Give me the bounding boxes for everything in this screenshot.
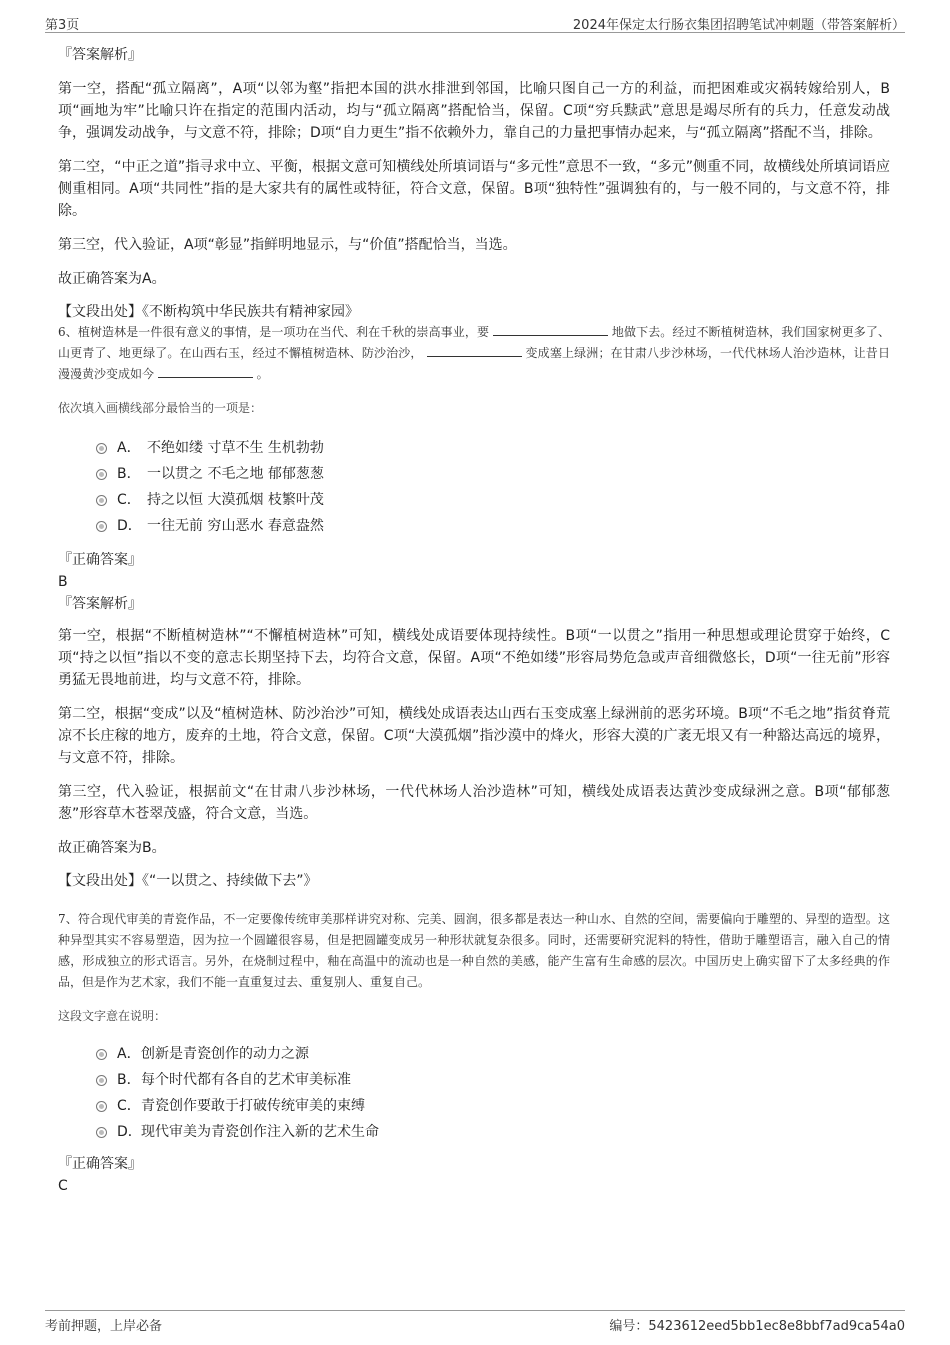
page-number: 第3页	[45, 18, 80, 33]
radio-button[interactable]	[96, 1101, 107, 1112]
option-key: A．	[117, 440, 141, 456]
analysis-paragraph: 第一空，根据“不断植树造林”“不懈植树造林”可知，横线处成语要体现持续性。B项“一以贯之”指用一种思想或理论贯穿于始终，C项“持之以恒”指以不变的意志长期坚持下去，均符合文意，保留。A项“不绝如缕”形容局势危急或声音细微悠长，D项“一往无前”形容勇猛无畏地前进，均与文意不符，排除。	[58, 628, 890, 688]
radio-button[interactable]	[96, 1075, 107, 1086]
radio-button[interactable]	[96, 469, 107, 480]
option-text: 现代审美为青瓷创作注入新的艺术生命	[141, 1124, 379, 1140]
footer-slogan: 考前押题，上岸必备	[45, 1319, 163, 1334]
radio-button[interactable]	[96, 1049, 107, 1060]
option-key: D．	[117, 1124, 142, 1140]
analysis-paragraph: 第二空，根据“变成”以及“植树造林、防沙治沙”可知，横线处成语表达山西右玉变成塞上绿洲前的恶劣环境。B项“不毛之地”指贫脊荒凉不长庄稼的地方，废弃的土地，符合文意，保留。C项“大漠孤烟”指沙漠中的烽火，形容大漠的广袤无垠又有一种豁达高远的境界，与文意不符，排除。	[58, 706, 890, 766]
analysis-paragraph: 第二空，“中正之道”指寻求中立、平衡，根据文意可知横线处所填词语与“多元性”意思不一致，“多元”侧重不同，故横线处所填词语应侧重相同。A项“共同性”指的是大家共有的属性或特征，符合文意，保留。B项“独特性”强调独有的，与一般不同的，与文意不符，排除。	[58, 159, 890, 219]
page-header	[45, 10, 905, 33]
question-stem: 6、植树造林是一件很有意义的事情，是一项功在当代、利在千秋的崇高事业，要 地做下去。经过不断植树造林，我们国家树更多了、山更青了、地更绿了。在山西右玉，经过不懈植树造林、防沙治沙， 变成塞上绿洲；在甘肃八步沙林场，一代代林场人治沙造林，让昔日漫漫黄沙变成如今 。	[58, 325, 890, 381]
radio-button[interactable]	[96, 1127, 107, 1138]
answer-tag: 『正确答案』	[58, 1156, 142, 1172]
radio-button[interactable]	[96, 521, 107, 532]
option-key: C．	[117, 492, 141, 508]
correct-answer: C	[58, 1178, 68, 1194]
option-list	[96, 1041, 890, 1145]
document-id: 编号：5423612eed5bb1ec8e8bbf7ad9ca54a0	[609, 1319, 905, 1334]
option-key: B．	[117, 466, 141, 482]
text-source: 【文段出处】《不断构筑中华民族共有精神家园》	[58, 304, 359, 320]
text-source: 【文段出处】《“一以贯之、持续做下去”》	[58, 873, 318, 889]
option-text: 一以贯之 不毛之地 郁郁葱葱	[147, 466, 324, 482]
question-prompt: 依次填入画横线部分最恰当的一项是：	[58, 401, 263, 415]
option-a[interactable]	[96, 435, 890, 461]
analysis-tag: 『答案解析』	[58, 596, 142, 612]
question-7	[58, 909, 890, 1195]
question-stem: 7、符合现代审美的青瓷作品，不一定要像传统审美那样讲究对称、完美、圆润，很多都是表达一种山水、自然的空间，需要偏向于雕塑的、异型的造型。这种异型其实不容易塑造，因为拉一个圆罐很容易，但是把圆罐变成另一种形状就复杂很多。同时，还需要研究泥料的特性，借助于雕塑语言，融入自己的情感，形成独立的形式语言。另外，在烧制过程中，釉在高温中的流动也是一种自然的美感，能产生富有生命感的层次。中国历史上确实留下了太多经典的作品，但是作为艺术家，我们不能一直重复过去、重复别人、重复自己。	[58, 912, 890, 989]
fill-blank	[158, 365, 253, 378]
option-text: 青瓷创作要敢于打破传统审美的束缚	[141, 1098, 365, 1114]
option-key: B．	[117, 1072, 141, 1088]
option-key: A．	[117, 1046, 141, 1062]
radio-button[interactable]	[96, 495, 107, 506]
option-key: C．	[117, 1098, 141, 1114]
option-text: 不绝如缕 寸草不生 生机勃勃	[147, 440, 324, 456]
radio-button[interactable]	[96, 443, 107, 454]
analysis-tag: 『答案解析』	[58, 47, 142, 63]
option-d[interactable]	[96, 513, 890, 539]
option-c[interactable]	[96, 1093, 890, 1119]
question-6	[58, 322, 890, 891]
correct-answer: B	[58, 574, 68, 590]
option-d[interactable]	[96, 1119, 890, 1145]
analysis-paragraph: 第三空，代入验证，根据前文“在甘肃八步沙林场，一代代林场人治沙造林”可知，横线处成语表达黄沙变成绿洲之意。B项“郁郁葱葱”形容草木苍翠茂盛，符合文意，当选。	[58, 784, 890, 822]
answer-conclusion: 故正确答案为A。	[58, 271, 166, 287]
question-prompt: 这段文字意在说明：	[58, 1009, 167, 1023]
option-key: D．	[117, 518, 142, 534]
option-a[interactable]	[96, 1041, 890, 1067]
fill-blank	[427, 344, 522, 357]
page-footer	[45, 1310, 905, 1337]
fill-blank	[493, 323, 608, 336]
option-text: 创新是青瓷创作的动力之源	[141, 1046, 309, 1062]
document-body	[58, 46, 890, 1195]
option-list	[96, 435, 890, 539]
document-title: 2024年保定太行肠衣集团招聘笔试冲刺题（带答案解析）	[572, 18, 905, 33]
analysis-paragraph: 第一空，搭配“孤立隔离”，A项“以邻为壑”指把本国的洪水排泄到邻国，比喻只图自己一方的利益，而把困难或灾祸转嫁给别人，B项“画地为牢”比喻只许在指定的范围内活动，均与“孤立隔离”搭配恰当，保留。C项“穷兵黩武”意思是竭尽所有的兵力，任意发动战争，强调发动战争，与文意不符，排除；D项“自力更生”指不依赖外力，靠自己的力量把事情办起来，与“孤立隔离”搭配不当，排除。	[58, 81, 890, 141]
option-text: 一往无前 穷山恶水 春意盎然	[147, 518, 324, 534]
question-5-analysis	[58, 46, 890, 322]
option-c[interactable]	[96, 487, 890, 513]
answer-conclusion: 故正确答案为B。	[58, 840, 166, 856]
option-text: 持之以恒 大漠孤烟 枝繁叶茂	[147, 492, 324, 508]
option-b[interactable]	[96, 461, 890, 487]
analysis-paragraph: 第三空，代入验证，A项“彰显”指鲜明地显示，与“价值”搭配恰当，当选。	[58, 237, 517, 253]
option-b[interactable]	[96, 1067, 890, 1093]
answer-tag: 『正确答案』	[58, 552, 142, 568]
option-text: 每个时代都有各自的艺术审美标准	[141, 1072, 351, 1088]
